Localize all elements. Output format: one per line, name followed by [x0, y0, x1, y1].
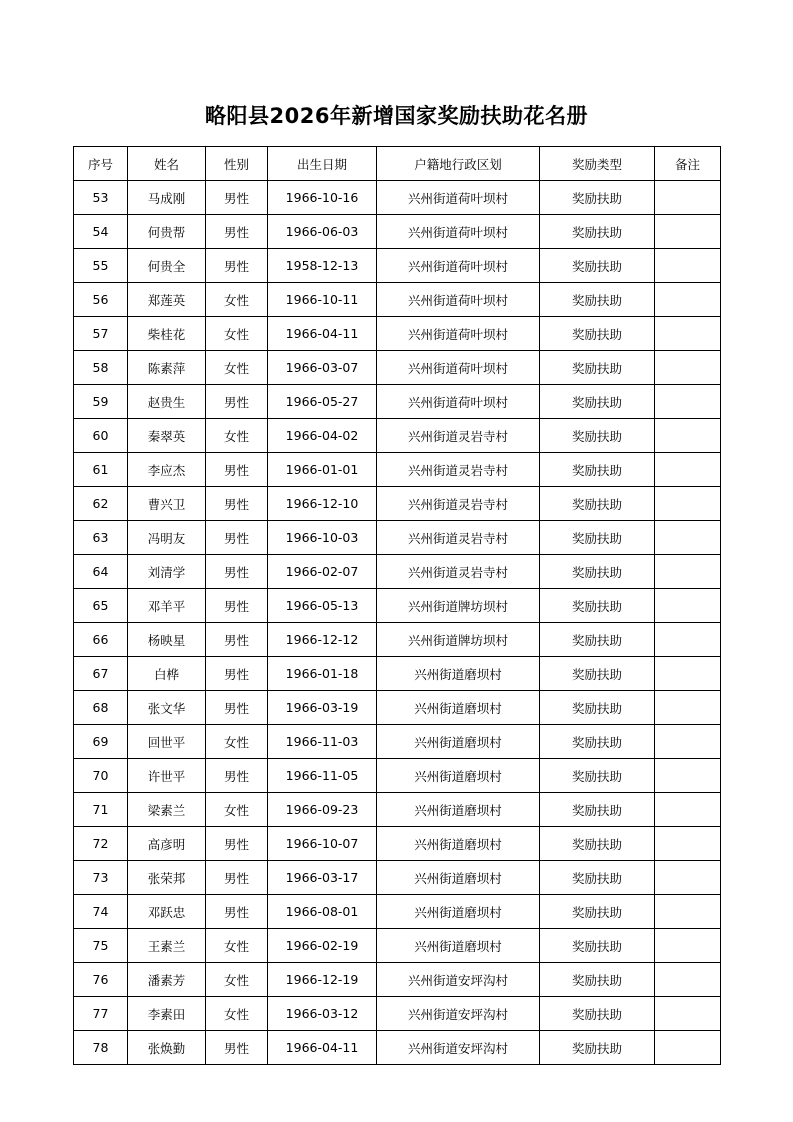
table-row	[74, 1031, 721, 1065]
cell-seq: 71	[74, 793, 128, 827]
cell-award-type: 奖励扶助	[540, 419, 655, 453]
table-row	[74, 963, 721, 997]
cell-award-type: 奖励扶助	[540, 793, 655, 827]
cell-name: 张文华	[128, 691, 206, 725]
cell-award-type: 奖励扶助	[540, 895, 655, 929]
cell-region: 兴州街道荷叶坝村	[377, 385, 540, 419]
cell-name: 马成刚	[128, 181, 206, 215]
column-header-region: 户籍地行政区划	[377, 147, 540, 181]
cell-award-type: 奖励扶助	[540, 963, 655, 997]
cell-birthdate: 1966-03-17	[268, 861, 377, 895]
cell-award-type: 奖励扶助	[540, 453, 655, 487]
cell-birthdate: 1966-11-05	[268, 759, 377, 793]
cell-birthdate: 1966-03-19	[268, 691, 377, 725]
cell-remark	[655, 963, 721, 997]
cell-award-type: 奖励扶助	[540, 487, 655, 521]
table-row	[74, 453, 721, 487]
cell-region: 兴州街道荷叶坝村	[377, 249, 540, 283]
cell-name: 赵贵生	[128, 385, 206, 419]
cell-award-type: 奖励扶助	[540, 725, 655, 759]
cell-region: 兴州街道牌坊坝村	[377, 589, 540, 623]
cell-award-type: 奖励扶助	[540, 759, 655, 793]
cell-region: 兴州街道荷叶坝村	[377, 317, 540, 351]
cell-remark	[655, 895, 721, 929]
cell-region: 兴州街道磨坝村	[377, 861, 540, 895]
column-header-name: 姓名	[128, 147, 206, 181]
cell-sex: 男性	[206, 623, 268, 657]
cell-birthdate: 1966-04-11	[268, 317, 377, 351]
cell-seq: 60	[74, 419, 128, 453]
cell-seq: 57	[74, 317, 128, 351]
cell-birthdate: 1966-12-19	[268, 963, 377, 997]
cell-region: 兴州街道灵岩寺村	[377, 487, 540, 521]
table-row	[74, 385, 721, 419]
cell-birthdate: 1966-10-11	[268, 283, 377, 317]
cell-sex: 男性	[206, 589, 268, 623]
cell-birthdate: 1966-08-01	[268, 895, 377, 929]
cell-name: 王素兰	[128, 929, 206, 963]
cell-award-type: 奖励扶助	[540, 1031, 655, 1065]
cell-seq: 68	[74, 691, 128, 725]
table-row	[74, 793, 721, 827]
cell-sex: 男性	[206, 827, 268, 861]
page-title: 略阳县2026年新增国家奖励扶助花名册	[205, 104, 588, 128]
cell-seq: 72	[74, 827, 128, 861]
cell-remark	[655, 997, 721, 1031]
cell-birthdate: 1966-03-12	[268, 997, 377, 1031]
cell-sex: 男性	[206, 453, 268, 487]
cell-region: 兴州街道荷叶坝村	[377, 181, 540, 215]
cell-name: 潘素芳	[128, 963, 206, 997]
cell-birthdate: 1966-03-07	[268, 351, 377, 385]
cell-birthdate: 1966-05-27	[268, 385, 377, 419]
cell-award-type: 奖励扶助	[540, 521, 655, 555]
table-row	[74, 555, 721, 589]
cell-name: 白桦	[128, 657, 206, 691]
cell-name: 回世平	[128, 725, 206, 759]
cell-birthdate: 1966-11-03	[268, 725, 377, 759]
cell-sex: 女性	[206, 997, 268, 1031]
cell-remark	[655, 827, 721, 861]
cell-sex: 男性	[206, 657, 268, 691]
cell-remark	[655, 419, 721, 453]
cell-name: 高彦明	[128, 827, 206, 861]
cell-award-type: 奖励扶助	[540, 657, 655, 691]
cell-remark	[655, 725, 721, 759]
cell-sex: 男性	[206, 487, 268, 521]
roster-table-container	[0, 146, 793, 1065]
cell-award-type: 奖励扶助	[540, 215, 655, 249]
cell-name: 郑莲英	[128, 283, 206, 317]
cell-region: 兴州街道磨坝村	[377, 691, 540, 725]
cell-seq: 64	[74, 555, 128, 589]
cell-award-type: 奖励扶助	[540, 623, 655, 657]
cell-birthdate: 1966-09-23	[268, 793, 377, 827]
cell-sex: 男性	[206, 691, 268, 725]
cell-award-type: 奖励扶助	[540, 929, 655, 963]
cell-birthdate: 1966-06-03	[268, 215, 377, 249]
cell-seq: 70	[74, 759, 128, 793]
cell-seq: 58	[74, 351, 128, 385]
cell-sex: 女性	[206, 351, 268, 385]
cell-remark	[655, 555, 721, 589]
cell-name: 陈素萍	[128, 351, 206, 385]
cell-remark	[655, 453, 721, 487]
cell-sex: 女性	[206, 793, 268, 827]
cell-region: 兴州街道磨坝村	[377, 759, 540, 793]
cell-award-type: 奖励扶助	[540, 351, 655, 385]
column-header-award-type: 奖励类型	[540, 147, 655, 181]
cell-seq: 61	[74, 453, 128, 487]
cell-seq: 75	[74, 929, 128, 963]
table-row	[74, 419, 721, 453]
cell-remark	[655, 759, 721, 793]
cell-birthdate: 1966-01-01	[268, 453, 377, 487]
cell-birthdate: 1966-12-10	[268, 487, 377, 521]
cell-remark	[655, 385, 721, 419]
cell-birthdate: 1966-10-07	[268, 827, 377, 861]
cell-birthdate: 1966-10-03	[268, 521, 377, 555]
cell-region: 兴州街道磨坝村	[377, 725, 540, 759]
table-header	[74, 147, 721, 181]
table-body	[74, 181, 721, 1065]
cell-sex: 女性	[206, 283, 268, 317]
cell-sex: 女性	[206, 419, 268, 453]
cell-award-type: 奖励扶助	[540, 997, 655, 1031]
cell-birthdate: 1966-01-18	[268, 657, 377, 691]
cell-name: 何贵帮	[128, 215, 206, 249]
cell-sex: 女性	[206, 725, 268, 759]
cell-seq: 63	[74, 521, 128, 555]
cell-birthdate: 1966-05-13	[268, 589, 377, 623]
cell-region: 兴州街道磨坝村	[377, 793, 540, 827]
cell-seq: 62	[74, 487, 128, 521]
cell-remark	[655, 317, 721, 351]
cell-remark	[655, 283, 721, 317]
cell-birthdate: 1966-12-12	[268, 623, 377, 657]
cell-name: 张荣邦	[128, 861, 206, 895]
table-row	[74, 589, 721, 623]
cell-remark	[655, 861, 721, 895]
table-row	[74, 759, 721, 793]
cell-birthdate: 1966-02-19	[268, 929, 377, 963]
cell-remark	[655, 623, 721, 657]
table-row	[74, 725, 721, 759]
cell-remark	[655, 657, 721, 691]
cell-seq: 73	[74, 861, 128, 895]
table-row	[74, 623, 721, 657]
cell-seq: 74	[74, 895, 128, 929]
cell-seq: 76	[74, 963, 128, 997]
table-row	[74, 283, 721, 317]
table-row	[74, 249, 721, 283]
cell-birthdate: 1966-04-11	[268, 1031, 377, 1065]
cell-sex: 男性	[206, 385, 268, 419]
table-row	[74, 487, 721, 521]
cell-name: 何贵全	[128, 249, 206, 283]
cell-award-type: 奖励扶助	[540, 827, 655, 861]
cell-birthdate: 1966-02-07	[268, 555, 377, 589]
cell-seq: 65	[74, 589, 128, 623]
cell-name: 柴桂花	[128, 317, 206, 351]
cell-name: 许世平	[128, 759, 206, 793]
cell-sex: 女性	[206, 929, 268, 963]
cell-remark	[655, 793, 721, 827]
cell-name: 李应杰	[128, 453, 206, 487]
table-row	[74, 317, 721, 351]
cell-sex: 男性	[206, 181, 268, 215]
cell-name: 邓羊平	[128, 589, 206, 623]
cell-remark	[655, 487, 721, 521]
column-header-sex: 性别	[206, 147, 268, 181]
table-row	[74, 861, 721, 895]
cell-name: 秦翠英	[128, 419, 206, 453]
cell-remark	[655, 215, 721, 249]
cell-seq: 78	[74, 1031, 128, 1065]
cell-sex: 男性	[206, 759, 268, 793]
table-row	[74, 521, 721, 555]
cell-name: 曹兴卫	[128, 487, 206, 521]
cell-name: 张焕勤	[128, 1031, 206, 1065]
column-header-remark: 备注	[655, 147, 721, 181]
cell-region: 兴州街道荷叶坝村	[377, 215, 540, 249]
cell-remark	[655, 351, 721, 385]
cell-award-type: 奖励扶助	[540, 589, 655, 623]
table-row	[74, 215, 721, 249]
column-header-birthdate: 出生日期	[268, 147, 377, 181]
cell-name: 杨映星	[128, 623, 206, 657]
table-row	[74, 351, 721, 385]
cell-seq: 53	[74, 181, 128, 215]
cell-seq: 77	[74, 997, 128, 1031]
cell-name: 刘清学	[128, 555, 206, 589]
cell-award-type: 奖励扶助	[540, 385, 655, 419]
cell-award-type: 奖励扶助	[540, 249, 655, 283]
cell-award-type: 奖励扶助	[540, 317, 655, 351]
cell-award-type: 奖励扶助	[540, 691, 655, 725]
table-row	[74, 997, 721, 1031]
cell-award-type: 奖励扶助	[540, 181, 655, 215]
cell-birthdate: 1966-04-02	[268, 419, 377, 453]
cell-sex: 男性	[206, 521, 268, 555]
cell-birthdate: 1966-10-16	[268, 181, 377, 215]
cell-remark	[655, 929, 721, 963]
cell-region: 兴州街道灵岩寺村	[377, 521, 540, 555]
cell-remark	[655, 181, 721, 215]
cell-region: 兴州街道灵岩寺村	[377, 419, 540, 453]
cell-seq: 54	[74, 215, 128, 249]
roster-table	[73, 146, 721, 1065]
cell-remark	[655, 691, 721, 725]
cell-sex: 男性	[206, 1031, 268, 1065]
cell-seq: 59	[74, 385, 128, 419]
cell-sex: 女性	[206, 317, 268, 351]
cell-birthdate: 1958-12-13	[268, 249, 377, 283]
table-row	[74, 181, 721, 215]
cell-remark	[655, 521, 721, 555]
table-row	[74, 691, 721, 725]
cell-name: 冯明友	[128, 521, 206, 555]
cell-seq: 56	[74, 283, 128, 317]
table-row	[74, 827, 721, 861]
cell-sex: 男性	[206, 861, 268, 895]
cell-region: 兴州街道磨坝村	[377, 895, 540, 929]
cell-region: 兴州街道磨坝村	[377, 657, 540, 691]
cell-sex: 男性	[206, 555, 268, 589]
cell-name: 梁素兰	[128, 793, 206, 827]
cell-award-type: 奖励扶助	[540, 555, 655, 589]
cell-region: 兴州街道安坪沟村	[377, 1031, 540, 1065]
cell-region: 兴州街道磨坝村	[377, 827, 540, 861]
cell-seq: 67	[74, 657, 128, 691]
cell-sex: 女性	[206, 963, 268, 997]
cell-seq: 55	[74, 249, 128, 283]
table-row	[74, 895, 721, 929]
table-row	[74, 929, 721, 963]
cell-remark	[655, 589, 721, 623]
cell-region: 兴州街道灵岩寺村	[377, 453, 540, 487]
cell-award-type: 奖励扶助	[540, 861, 655, 895]
cell-name: 李素田	[128, 997, 206, 1031]
table-row	[74, 657, 721, 691]
cell-region: 兴州街道灵岩寺村	[377, 555, 540, 589]
cell-sex: 男性	[206, 215, 268, 249]
cell-region: 兴州街道安坪沟村	[377, 997, 540, 1031]
cell-seq: 66	[74, 623, 128, 657]
cell-seq: 69	[74, 725, 128, 759]
cell-name: 邓跃忠	[128, 895, 206, 929]
cell-sex: 男性	[206, 249, 268, 283]
table-header-row	[74, 147, 721, 181]
cell-award-type: 奖励扶助	[540, 283, 655, 317]
cell-region: 兴州街道荷叶坝村	[377, 351, 540, 385]
cell-region: 兴州街道安坪沟村	[377, 963, 540, 997]
cell-remark	[655, 1031, 721, 1065]
cell-sex: 男性	[206, 895, 268, 929]
cell-remark	[655, 249, 721, 283]
cell-region: 兴州街道荷叶坝村	[377, 283, 540, 317]
cell-region: 兴州街道磨坝村	[377, 929, 540, 963]
cell-region: 兴州街道牌坊坝村	[377, 623, 540, 657]
column-header-seq: 序号	[74, 147, 128, 181]
